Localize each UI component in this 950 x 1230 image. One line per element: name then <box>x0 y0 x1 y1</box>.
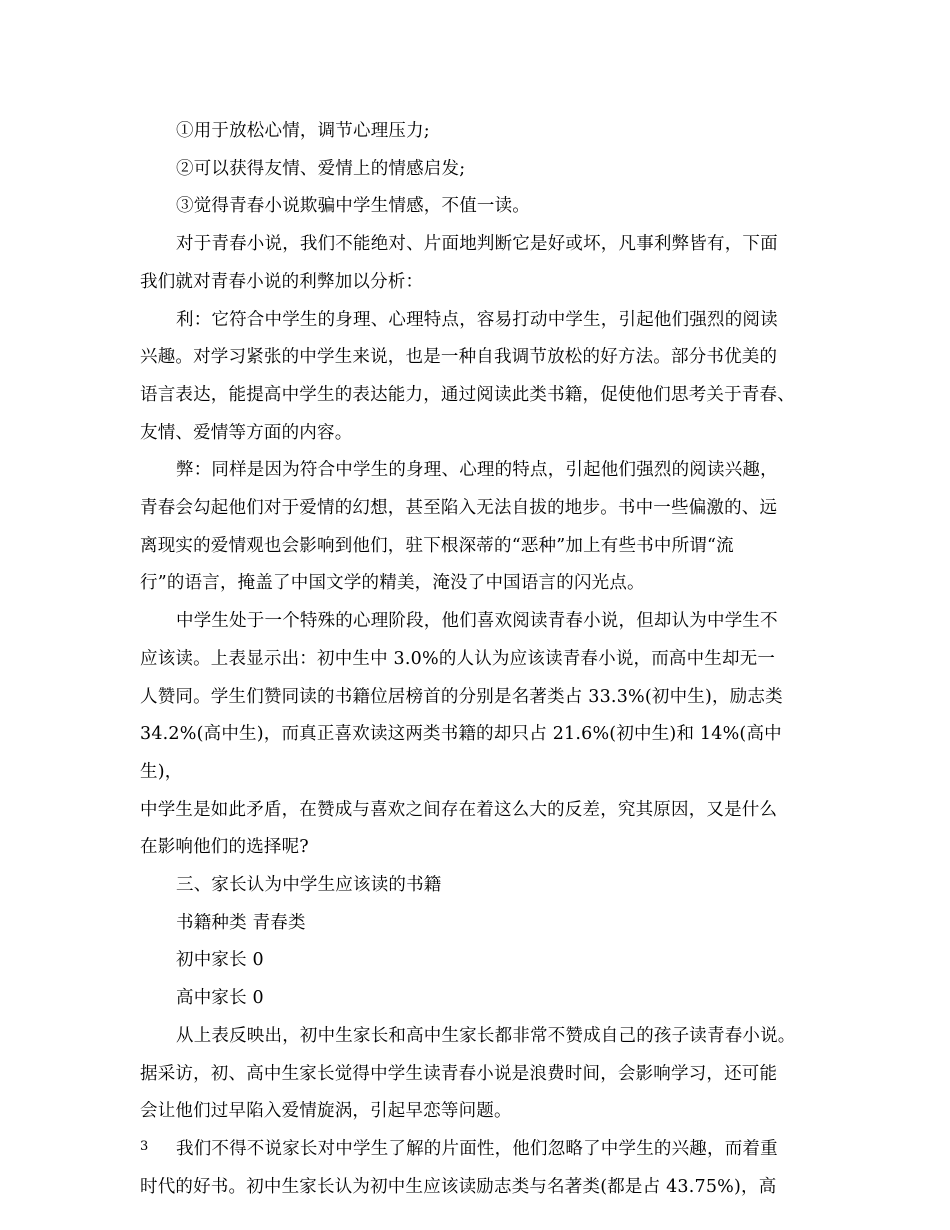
paragraph-disadvantages: 弊：同样是因为符合中学生的身理、心理的特点，引起他们强烈的阅读兴趣， 青春会勾起他们对于爱情的幻想，甚至陷入无法自拔的地步。书中一些偏激的、远 离现实的爱情观也会影响到他们，驻下根深蒂的“恶种”加上有些书中所谓“流 行”的语言，掩盖了中国文学的精美，淹没了中国语言的闪光点。 <box>140 460 778 594</box>
paragraph-advantages: 利：它符合中学生的身理、心理特点，容易打动中学生，引起他们强烈的阅读 兴趣。对学习紧张的中学生来说，也是一种自我调节放松的好方法。部分书优美的 语言表达，能提高中学生的表达能力，通过阅读此类书籍，促使他们思考关于青春、 友情、爱情等方面的内容。 <box>140 309 795 443</box>
list-item-not-worth: ③觉得青春小说欺骗中学生情感，不值一读。 <box>176 196 530 217</box>
paragraph-analysis-intro: 对于青春小说，我们不能绝对、片面地判断它是好或坏，凡事利弊皆有，下面 我们就对青春小说的利弊加以分析： <box>140 234 778 292</box>
paragraph-parents-opinion: 从上表反映出，初中生家长和高中生家长都非常不赞成自己的孩子读青春小说。 据采访，初、高中生家长觉得中学生读青春小说是浪费时间，会影响学习，还可能 会让他们过早陷入爱情旋涡，引起早恋等问题。 <box>140 1025 796 1122</box>
table-row-senior-parents: 高中家长 0 <box>176 988 264 1009</box>
paragraph-student-contradiction: 中学生处于一个特殊的心理阶段，他们喜欢阅读青春小说，但却认为中学生不 应该读。上表显示出：初中生中 3.0%的人认为应该读青春小说，而高中生却无一 人赞同。学生们赞同读的书籍位居榜首的分别是名著类占 33.3%(初中生)，励志类 34.2%(高中生)，而真正喜欢读这两类书籍的却只占 21.6%(初中生)和 14%(高中生)， 中学生是如此矛盾，在赞成与喜欢之间存在着这么大的反差，究其原因，又是什么 在影响他们的选择呢? <box>140 611 783 858</box>
section-heading-parents: 三、家长认为中学生应该读的书籍 <box>176 875 442 896</box>
table-row-header: 书籍种类 青春类 <box>176 912 306 933</box>
paragraph-parents-onesided: 我们不得不说家长对中学生了解的片面性，他们忽略了中学生的兴趣，而着重 时代的好书。初中生家长认为初中生应该读励志类与名著类(都是占 43.75%)，高 <box>140 1138 778 1197</box>
document-body <box>140 113 820 1206</box>
page-number: 3 <box>140 1139 149 1154</box>
table-row-junior-parents: 初中家长 0 <box>176 950 264 971</box>
list-item-inspiration: ②可以获得友情、爱情上的情感启发; <box>176 158 466 179</box>
list-item-relax: ①用于放松心情，调节心理压力; <box>176 121 430 141</box>
